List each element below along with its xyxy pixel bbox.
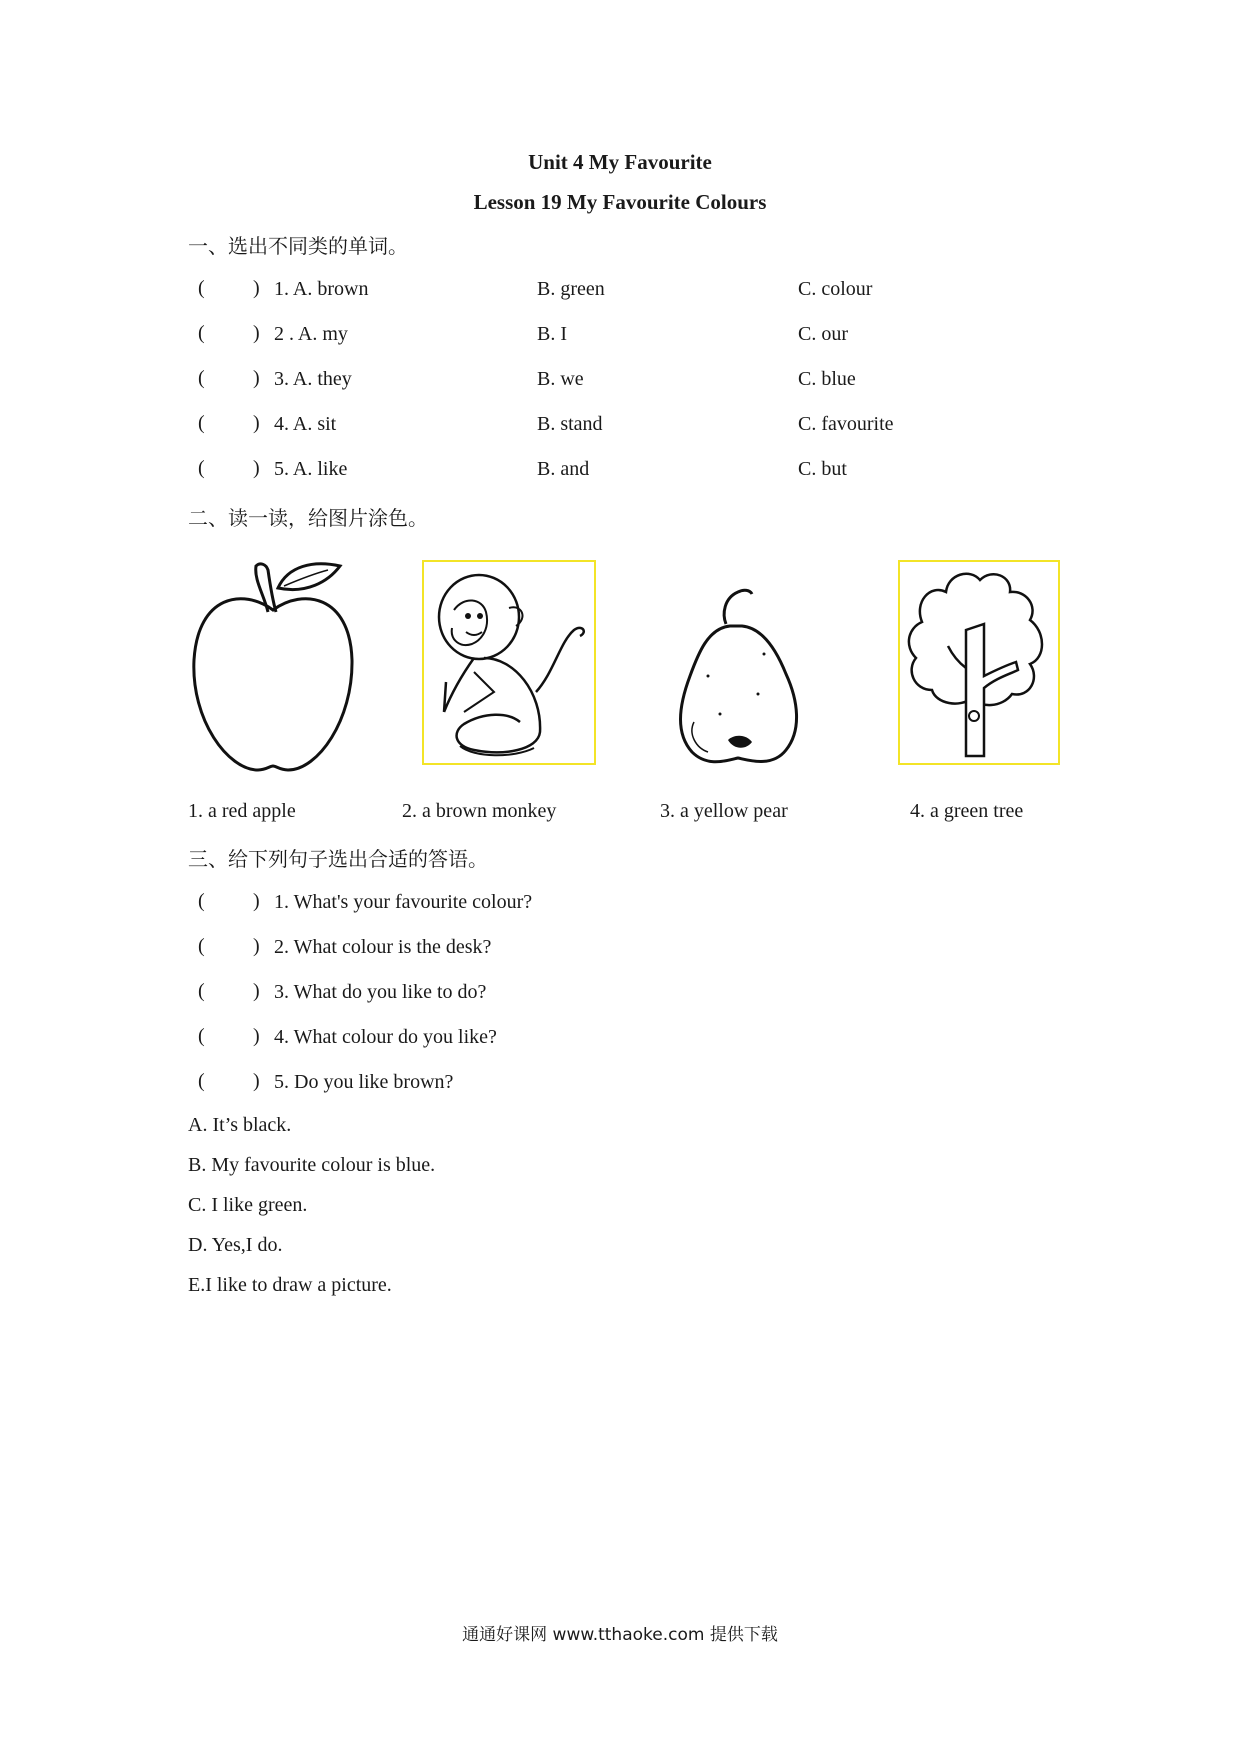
- answer-option: D. Yes,I do.: [188, 1234, 283, 1256]
- question-text: 3. What do you like to do?: [274, 981, 487, 1003]
- answer-paren-close: ): [253, 935, 260, 957]
- section3-heading: 三、给下列句子选出合适的答语。: [188, 847, 488, 871]
- picture-caption: 4. a green tree: [910, 800, 1024, 822]
- lesson-title: Lesson 19 My Favourite Colours: [473, 190, 767, 214]
- answer-paren-open: (: [198, 367, 205, 389]
- unit-title: Unit 4 My Favourite: [528, 150, 712, 174]
- answer-paren-close: ): [253, 890, 260, 912]
- answer-option: C. I like green.: [188, 1194, 308, 1216]
- pear-icon: [668, 584, 808, 769]
- option-c: C. our: [798, 323, 848, 345]
- answer-paren-close: ): [253, 277, 260, 299]
- section1-heading: 一、选出不同类的单词。: [188, 234, 408, 258]
- picture-caption: 1. a red apple: [188, 800, 296, 822]
- option-b: B. I: [537, 323, 567, 345]
- question-text: 5. Do you like brown?: [274, 1071, 454, 1093]
- answer-paren-open: (: [198, 1070, 205, 1092]
- answer-paren-close: ): [253, 980, 260, 1002]
- answer-paren-open: (: [198, 322, 205, 344]
- answer-paren-close: ): [253, 1070, 260, 1092]
- question-text: 1. What's your favourite colour?: [274, 891, 533, 913]
- option-a: 5. A. like: [274, 458, 348, 480]
- apple-icon: [188, 560, 358, 775]
- answer-paren-open: (: [198, 277, 205, 299]
- answer-option: A. It’s black.: [188, 1114, 292, 1136]
- option-c: C. but: [798, 458, 847, 480]
- answer-paren-open: (: [198, 1025, 205, 1047]
- answer-paren-open: (: [198, 890, 205, 912]
- option-b: B. we: [537, 368, 584, 390]
- answer-option: E.I like to draw a picture.: [188, 1274, 392, 1296]
- picture-caption: 3. a yellow pear: [660, 800, 788, 822]
- picture-caption: 2. a brown monkey: [402, 800, 557, 822]
- answer-paren-open: (: [198, 412, 205, 434]
- option-c: C. favourite: [798, 413, 894, 435]
- answer-paren-close: ): [253, 1025, 260, 1047]
- option-a: 2 . A. my: [274, 323, 348, 345]
- option-c: C. blue: [798, 368, 856, 390]
- question-text: 2. What colour is the desk?: [274, 936, 492, 958]
- answer-paren-close: ): [253, 367, 260, 389]
- footer-text: 通通好课网 www.tthaoke.com 提供下载: [462, 1625, 778, 1645]
- option-b: B. and: [537, 458, 590, 480]
- option-c: C. colour: [798, 278, 873, 300]
- answer-paren-open: (: [198, 980, 205, 1002]
- answer-paren-close: ): [253, 322, 260, 344]
- tree-icon: [898, 560, 1060, 765]
- option-b: B. green: [537, 278, 605, 300]
- answer-paren-close: ): [253, 412, 260, 434]
- question-text: 4. What colour do you like?: [274, 1026, 497, 1048]
- option-a: 1. A. brown: [274, 278, 369, 300]
- answer-paren-open: (: [198, 457, 205, 479]
- answer-paren-close: ): [253, 457, 260, 479]
- option-a: 3. A. they: [274, 368, 352, 390]
- answer-paren-open: (: [198, 935, 205, 957]
- option-a: 4. A. sit: [274, 413, 337, 435]
- answer-option: B. My favourite colour is blue.: [188, 1154, 436, 1176]
- monkey-icon: [422, 560, 596, 765]
- option-b: B. stand: [537, 413, 603, 435]
- section2-heading: 二、读一读，给图片涂色。: [188, 506, 428, 530]
